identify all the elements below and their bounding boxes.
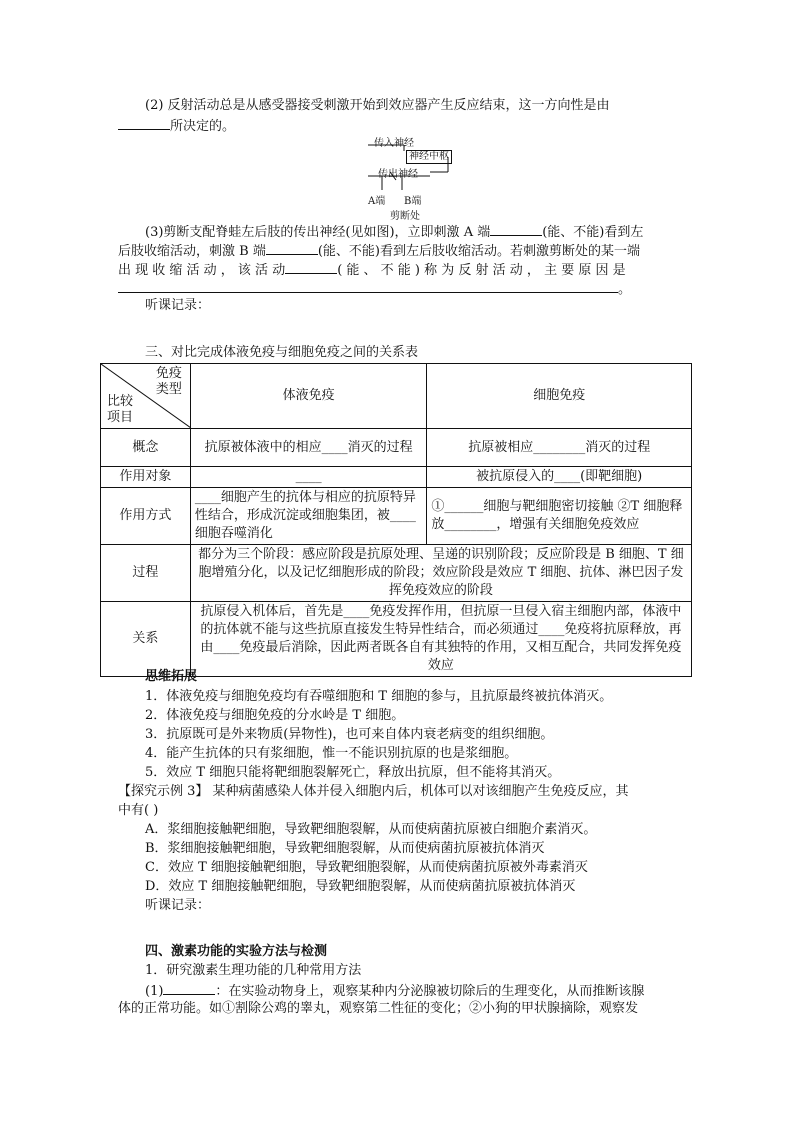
row-label: 作用方式 <box>101 488 191 545</box>
text-fragment: ：在实验动物身上，观察某种内分泌腺被切除后的生理变化，从而推断该腺 <box>215 984 645 999</box>
table-cell: 都分为三个阶段：感应阶段是抗原处理、呈递的识别阶段；反应阶段是 B 细胞、T 细胞增殖分化，以及记忆细胞形成的阶段；效应阶段是效应 T 细胞、抗体、淋巴因子发挥免疫效应的阶段 <box>190 545 691 602</box>
answer-blank-long[interactable] <box>118 279 618 293</box>
table-row <box>101 429 692 467</box>
row-label: 作用对象 <box>101 467 191 488</box>
extension-item-1: 1．体液免疫与细胞免疫均有吞噬细胞和 T 细胞的参与，且抗原最终被抗体消灭。 <box>145 689 613 704</box>
extension-item-3: 3．抗原既可是外来物质(异物性)，也可来自体内衰老病变的组织细胞。 <box>145 727 554 742</box>
b-end-label: B端 <box>404 196 422 207</box>
paragraph-2-line2 <box>118 116 235 136</box>
corner-top-label: 免疫类型 <box>155 366 182 397</box>
table-corner-cell <box>101 364 191 429</box>
answer-blank[interactable] <box>490 222 542 236</box>
row-label: 关系 <box>101 602 191 677</box>
answer-blank[interactable] <box>266 241 318 255</box>
section-4-paragraph-line1 <box>145 981 644 1001</box>
corner-bottom-label: 比较项目 <box>107 394 134 425</box>
section-4-item-1: 1．研究激素生理功能的几种常用方法 <box>145 963 362 978</box>
table-row <box>101 545 692 602</box>
example-question-line1: 【探究示例 3】 某种病菌感染人体并侵入细胞内后，机体可以对该细胞产生免疫反应，其 <box>118 784 629 799</box>
afferent-nerve-label: 传入神经 <box>374 138 414 149</box>
paragraph-3-line4 <box>118 279 631 299</box>
option-b[interactable]: B．浆细胞接触靶细胞，导致靶细胞裂解，从而使病菌抗原被抗体消灭 <box>145 841 545 856</box>
a-end-label: A端 <box>368 196 386 207</box>
thinking-extension-title: 思维拓展 <box>145 669 198 684</box>
paragraph-3-line2 <box>118 241 640 261</box>
table-cell: ____ <box>190 467 427 488</box>
answer-blank[interactable] <box>285 260 337 274</box>
nerve-center-box: 神经中枢 <box>406 150 452 164</box>
row-label: 过程 <box>101 545 191 602</box>
text-fragment: 所决定的。 <box>170 119 236 134</box>
section-4-paragraph-line2: 体的正常功能。如①割除公鸡的睾丸，观察第二性征的变化；②小狗的甲状腺摘除，观察发 <box>118 1001 639 1016</box>
paragraph-2-line1: (2) 反射活动总是从感受器接受刺激开始到效应器产生反应结束，这一方向性是由 <box>145 98 610 113</box>
paragraph-3-line1 <box>145 222 643 242</box>
table-cell: 被抗原侵入的____(即靶细胞) <box>427 467 692 488</box>
section-4-heading: 四、激素功能的实验方法与检测 <box>145 944 328 959</box>
column-header-cellular: 细胞免疫 <box>427 364 692 429</box>
extension-item-5: 5．效应 T 细胞只能将靶细胞裂解死亡，释放出抗原，但不能将其消灭。 <box>145 765 561 780</box>
reflex-arc-diagram <box>360 132 470 220</box>
table-cell: 抗原被相应________消灭的过程 <box>427 429 692 467</box>
table-cell: ____细胞产生的抗体与相应的抗原特异性结合，形成沉淀或细胞集团，被____细胞吞噬消化 <box>190 488 427 545</box>
efferent-nerve-label: 传出神经 <box>378 169 418 180</box>
text-fragment: (1) <box>145 984 164 999</box>
cut-point-label: 剪断处 <box>390 211 420 222</box>
text-fragment: (3)剪断支配脊蛙左后肢的传出神经(见如图)，立即刺激 A 端 <box>145 225 491 240</box>
text-fragment: 出 现 收 缩 活 动 ， 该 活 动 <box>118 263 286 278</box>
table-cell: 抗原侵入机体后，首先是____免疫发挥作用，但抗原一旦侵入宿主细胞内部，体液中的抗体就不能与这些抗原直接发生特异性结合，而必须通过____免疫将抗原释放，再由____免疫最后消除，因此两者既各自有其独特的作用，又相互配合，共同发挥免疫效应 <box>190 602 691 677</box>
table-row <box>101 602 692 677</box>
table-row <box>101 488 692 545</box>
answer-blank[interactable] <box>163 981 215 995</box>
text-fragment: 后肢收缩活动，刺激 B 端 <box>118 244 266 259</box>
row-label: 概念 <box>101 429 191 467</box>
option-d[interactable]: D．效应 T 细胞接触靶细胞，导致靶细胞裂解，从而使病菌抗原被抗体消灭 <box>145 879 576 894</box>
table-cell: 抗原被体液中的相应____消灭的过程 <box>190 429 427 467</box>
example-question-line2: 中有( ) <box>118 803 159 818</box>
section-3-heading: 三、对比完成体液免疫与细胞免疫之间的关系表 <box>145 345 419 360</box>
lecture-notes-label: 听课记录： <box>145 298 211 313</box>
table-cell: ①______细胞与靶细胞密切接触 ②T 细胞释放________，增强有关细胞免疫效应 <box>427 488 692 545</box>
text-fragment: ( 能 、 不 能 ) 称 为 反 射 活 动 ， 主 要 原 因 是 <box>337 263 626 278</box>
text-fragment: 。 <box>618 282 632 297</box>
option-a[interactable]: A．浆细胞接触靶细胞，导致靶细胞裂解，从而使病菌抗原被白细胞介素消灭。 <box>145 822 597 837</box>
paragraph-3-line3 <box>118 260 626 280</box>
table-row <box>101 467 692 488</box>
extension-item-2: 2．体液免疫与细胞免疫的分水岭是 T 细胞。 <box>145 708 405 723</box>
column-header-humoral: 体液免疫 <box>190 364 427 429</box>
option-c[interactable]: C．效应 T 细胞接触靶细胞，导致靶细胞裂解，从而使病菌抗原被外毒素消灭 <box>145 860 588 875</box>
text-fragment: (能、不能)看到左 <box>542 225 644 240</box>
table-header-row <box>101 364 692 429</box>
lecture-notes-label: 听课记录： <box>145 898 211 913</box>
immunity-comparison-table <box>100 363 692 677</box>
extension-item-4: 4．能产生抗体的只有浆细胞，惟一不能识别抗原的也是浆细胞。 <box>145 746 518 761</box>
text-fragment: (能、不能)看到左后肢收缩活动。若刺激剪断处的某一端 <box>317 244 640 259</box>
answer-blank[interactable] <box>118 116 170 130</box>
